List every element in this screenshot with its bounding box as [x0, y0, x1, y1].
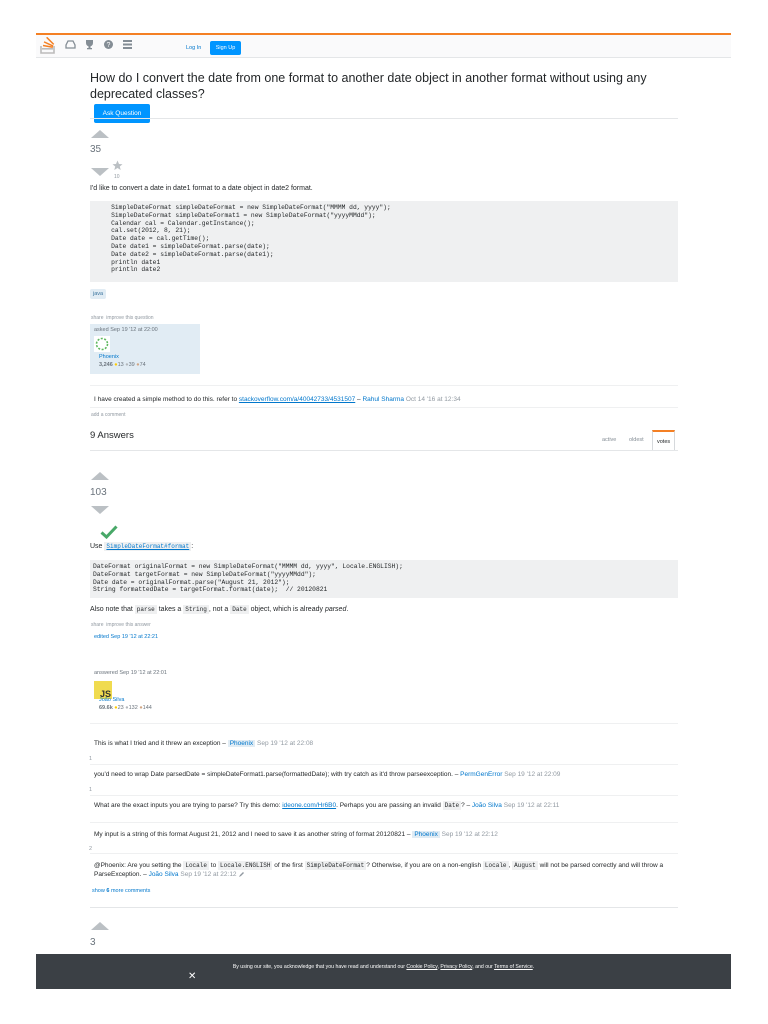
answer-share-link[interactable]: share improve this answer	[91, 622, 151, 628]
ideone-link[interactable]: ideone.com/Hr6B0	[282, 802, 337, 809]
login-link[interactable]: Log In	[186, 45, 202, 51]
divider	[90, 764, 678, 765]
divider	[90, 795, 678, 796]
comment-user[interactable]: João Silva	[471, 802, 502, 809]
inbox-icon[interactable]	[65, 39, 76, 50]
answer-vote-count: 103	[90, 487, 107, 498]
help-icon[interactable]	[103, 39, 114, 50]
favorite-star-icon[interactable]	[112, 160, 123, 171]
comment-user[interactable]: PermGenError	[460, 771, 503, 778]
edited-pencil-icon	[238, 871, 245, 878]
comment-user[interactable]: Rahul Sharma	[362, 396, 405, 403]
avatar[interactable]	[94, 336, 110, 352]
close-icon[interactable]: ✕	[188, 971, 197, 982]
divider	[90, 407, 678, 408]
answer-comment: @Phoenix: Are you setting the Locale to Locale.ENGLISH of the first SimpleDateFormat ? Otherwise, if you are on a non-english Locale , August will not be parsed correctly and will throw a ParseException. – João Silva Sep 19 '12 at 22:12	[94, 862, 664, 878]
comment-user[interactable]: Phoenix	[414, 831, 438, 838]
answered-date: answered Sep 19 '12 at 22:01	[94, 670, 167, 676]
comment-score: 1	[89, 756, 93, 762]
edited-link[interactable]: edited Sep 19 '12 at 22:21	[94, 634, 159, 640]
question-code-block: SimpleDateFormat simpleDateFormat = new SimpleDateFormat("MMMM dd, yyyy"); SimpleDateFormat simpleDateFormat1 = new SimpleDateFormat("yyyyMMdd"); Calendar cal = Calendar.getInstance(); cal.set(2012, 8, 21); Date date = cal.getTime(); Date date1 = simpleDateFormat.parse(date); Date date2 = simpleDateFormat.parse(date1); println date1 println date2	[90, 201, 678, 282]
divider	[90, 907, 678, 908]
divider	[90, 853, 678, 854]
question-downvote-icon[interactable]	[91, 168, 109, 176]
answer-comment: This is what I tried and it threw an exception – Phoenix Sep 19 '12 at 22:08	[94, 740, 314, 747]
add-comment-link[interactable]: add a comment	[91, 412, 126, 418]
divider	[90, 385, 678, 386]
show-more-comments-link[interactable]: show 6 more comments	[92, 888, 151, 894]
cookie-policy-link[interactable]: Cookie Policy	[406, 964, 438, 970]
answerer-username[interactable]: João Silva	[99, 697, 125, 703]
accepted-checkmark-icon	[100, 525, 118, 539]
answerer-reputation: 69.6k ●23 ●132 ●144	[99, 705, 152, 711]
tab-votes[interactable]: votes	[652, 430, 675, 451]
achievements-icon[interactable]	[84, 39, 95, 50]
site-switcher-icon[interactable]	[122, 39, 133, 50]
divider	[90, 723, 678, 724]
stackoverflow-logo-icon[interactable]	[40, 37, 56, 55]
simpledateformat-link[interactable]: SimpleDateFormat#format	[106, 543, 190, 550]
cookie-banner	[36, 954, 731, 989]
comment-user[interactable]: Phoenix	[229, 740, 254, 747]
asked-date: asked Sep 19 '12 at 22:00	[94, 327, 158, 333]
question-comment: I have created a simple method to do this. refer to stackoverflow.com/a/40042733/4531507 – Rahul Sharma Oct 14 '16 at 12:34	[94, 396, 461, 403]
signup-button[interactable]: Sign Up	[210, 41, 241, 55]
avatar[interactable]: JS	[94, 681, 112, 699]
answer-note: Also note that parse takes a String , not a Date object, which is already parsed.	[90, 606, 349, 613]
comment-user[interactable]: João Silva	[148, 871, 179, 878]
favorite-count: 10	[114, 174, 120, 180]
answer-downvote-icon[interactable]	[91, 506, 109, 514]
terms-of-service-link[interactable]: Terms of Service	[494, 964, 533, 970]
tab-oldest[interactable]: oldest	[629, 437, 644, 443]
question-title[interactable]: How do I convert the date from one format to another date object in another format without using any deprecated classes?	[90, 71, 647, 101]
answer-code-block: DateFormat originalFormat = new SimpleDateFormat("MMMM dd, yyyy", Locale.ENGLISH); DateFormat targetFormat = new SimpleDateFormat("yyyyMMdd"); Date date = originalFormat.parse("August 21, 2012"); String formattedDate = targetFormat.format(date); // 20120821	[90, 560, 678, 598]
improve-question-link[interactable]: improve this question	[106, 315, 154, 321]
tag-java[interactable]: java	[90, 289, 106, 299]
tab-active[interactable]: active	[602, 437, 617, 443]
comment-link[interactable]: stackoverflow.com/a/40042733/4531507	[238, 396, 356, 403]
svg-text:?: ?	[106, 42, 111, 49]
answer2-upvote-icon[interactable]	[91, 922, 109, 930]
cookie-banner-text: By using our site, you acknowledge that you have read and understand our Cookie Policy, Privacy Policy, and our Terms of Service.	[232, 964, 535, 970]
answer-use-line: Use SimpleDateFormat#format :	[90, 543, 194, 550]
comment-score: 1	[89, 787, 93, 793]
ask-question-button[interactable]: Ask Question	[94, 104, 150, 123]
comment-score: 2	[89, 846, 93, 852]
divider	[90, 450, 678, 451]
answer-comment: What are the exact inputs you are trying to parse? Try this demo: ideone.com/Hr6B0. Perhaps you are passing an invalid Date ? – João Silva Sep 19 '12 at 22:11	[94, 802, 560, 809]
answer2-vote-count: 3	[90, 937, 96, 948]
top-bar	[36, 33, 731, 58]
question-body-text: I'd like to convert a date in date1 format to a date object in date2 format.	[90, 185, 313, 192]
improve-answer-link[interactable]: improve this answer	[106, 622, 151, 628]
asker-username[interactable]: Phoenix	[99, 354, 119, 360]
answers-count: 9 Answers	[90, 430, 134, 441]
divider	[90, 822, 678, 823]
answer-comment: you'd need to wrap Date parsedDate = simpleDateFormat1.parse(formattedDate); with try catch as it'd throw parseexception. – PermGenError Sep 19 '12 at 22:09	[94, 771, 561, 778]
divider	[90, 118, 678, 119]
asker-reputation: 3,246 ●13 ●39 ●74	[99, 362, 146, 368]
question-vote-count: 35	[90, 144, 102, 155]
answer-upvote-icon[interactable]	[91, 472, 109, 480]
share-link[interactable]: share improve this question	[91, 315, 154, 321]
answer-comment: My input is a string of this format August 21, 2012 and I need to save it as another string of format 20120821 – Phoenix Sep 19 '12 at 22:12	[94, 831, 498, 838]
question-upvote-icon[interactable]	[91, 130, 109, 138]
asker-user-card	[90, 324, 200, 374]
privacy-policy-link[interactable]: Privacy Policy	[440, 964, 473, 970]
